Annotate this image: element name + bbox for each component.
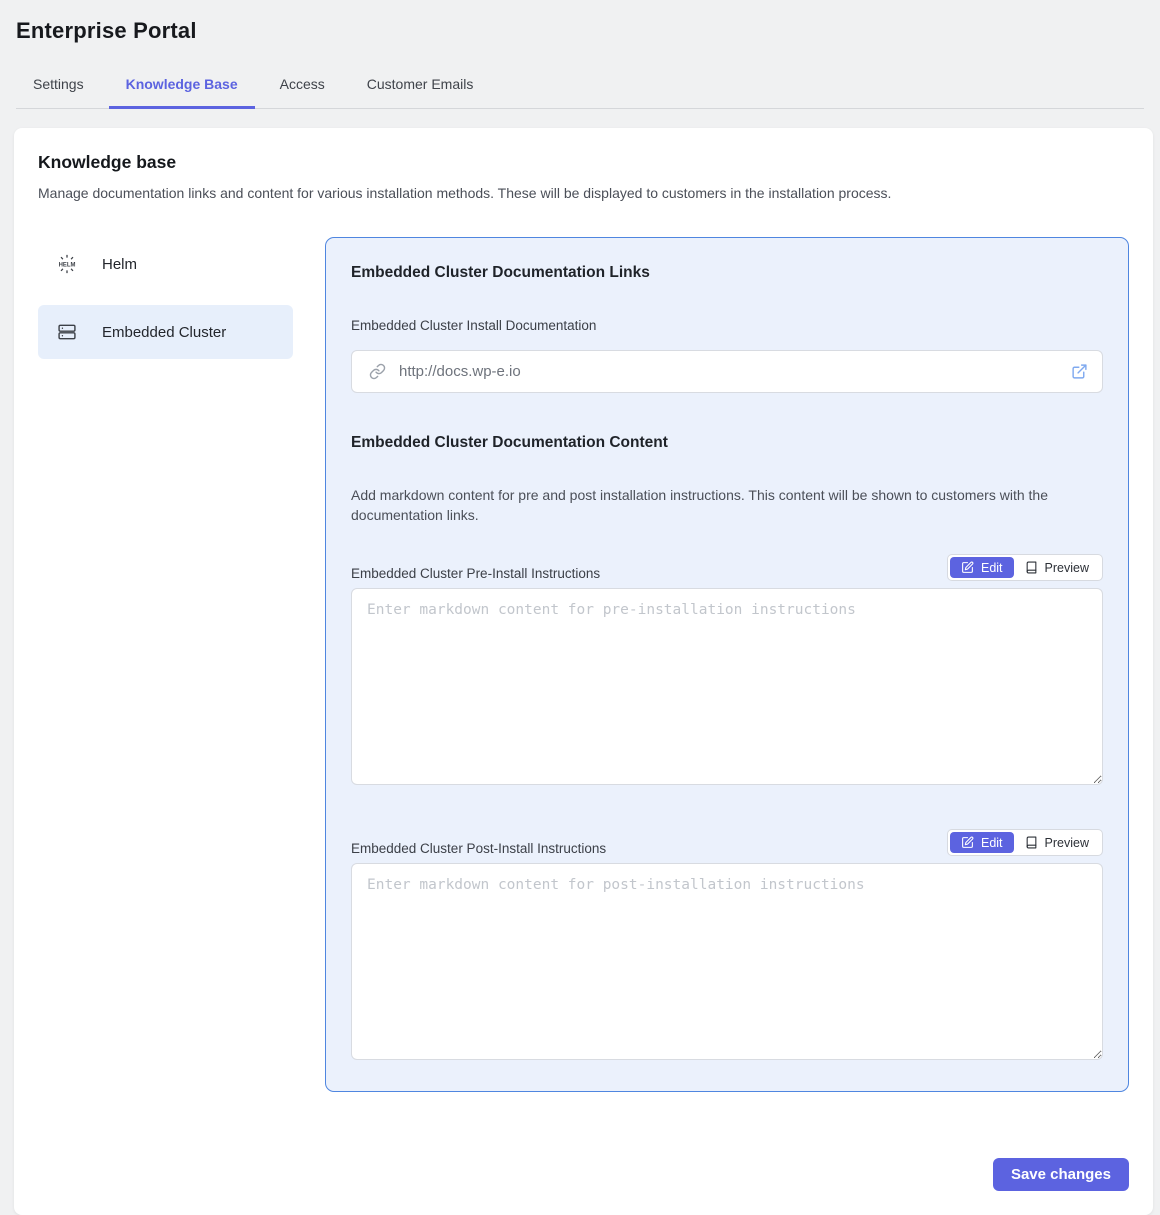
book-icon	[1025, 836, 1038, 849]
links-heading: Embedded Cluster Documentation Links	[351, 264, 650, 281]
pre-install-textarea[interactable]	[351, 588, 1103, 785]
card-heading: Knowledge base	[38, 152, 177, 172]
tab-knowledge-base[interactable]: Knowledge Base	[109, 64, 255, 109]
pre-install-mode-toggle	[947, 554, 1103, 581]
edit-icon	[961, 836, 974, 849]
nav-item-label: Embedded Cluster	[102, 323, 227, 341]
content-row	[38, 237, 1129, 1092]
install-doc-input[interactable]	[351, 350, 1103, 393]
post-install-textarea[interactable]	[351, 863, 1103, 1060]
tab-bar	[16, 64, 1144, 109]
post-install-mode-toggle	[947, 829, 1103, 856]
page-title: Enterprise Portal	[16, 18, 197, 43]
external-link-icon[interactable]	[1071, 363, 1088, 380]
nav-item-embedded-cluster[interactable]	[38, 305, 293, 359]
post-install-label: Embedded Cluster Post-Install Instructions	[351, 841, 607, 856]
pre-install-field-head	[351, 554, 1103, 581]
tab-customer-emails[interactable]: Customer Emails	[366, 76, 474, 92]
tab-access[interactable]: Access	[279, 76, 325, 92]
edit-button-label: Edit	[980, 560, 1003, 575]
edit-icon	[961, 561, 974, 574]
pre-install-preview-button[interactable]	[1014, 557, 1100, 578]
post-install-field-head	[351, 829, 1103, 856]
knowledge-base-card	[14, 128, 1153, 1215]
install-method-nav	[38, 237, 293, 359]
server-stack-icon	[57, 322, 77, 342]
link-icon	[369, 363, 386, 380]
post-install-edit-button[interactable]	[950, 832, 1014, 853]
content-heading: Embedded Cluster Documentation Content	[351, 434, 668, 451]
page-header	[0, 0, 1160, 109]
install-doc-label: Embedded Cluster Install Documentation	[351, 318, 597, 333]
preview-button-label: Preview	[1044, 560, 1089, 575]
card-description: Manage documentation links and content for various installation methods. These will be displayed to customers in the installation process.	[38, 185, 892, 201]
footer-row	[38, 1158, 1129, 1191]
pre-install-edit-button[interactable]	[950, 557, 1014, 578]
pre-install-label: Embedded Cluster Pre-Install Instructions	[351, 566, 601, 581]
edit-button-label: Edit	[980, 835, 1003, 850]
post-install-preview-button[interactable]	[1014, 832, 1100, 853]
content-description: Add markdown content for pre and post installation instructions. This content will be shown to customers with the documentation links.	[351, 487, 1048, 523]
nav-item-label: Helm	[102, 255, 138, 273]
save-changes-button[interactable]: Save changes	[993, 1158, 1129, 1191]
book-icon	[1025, 561, 1038, 574]
svg-text:HELM: HELM	[58, 262, 76, 269]
helm-icon	[57, 253, 77, 275]
tab-settings[interactable]: Settings	[33, 76, 84, 92]
nav-item-helm[interactable]	[38, 237, 293, 291]
embedded-cluster-panel	[325, 237, 1129, 1092]
install-doc-value: http://docs.wp-e.io	[399, 363, 521, 380]
preview-button-label: Preview	[1044, 835, 1089, 850]
